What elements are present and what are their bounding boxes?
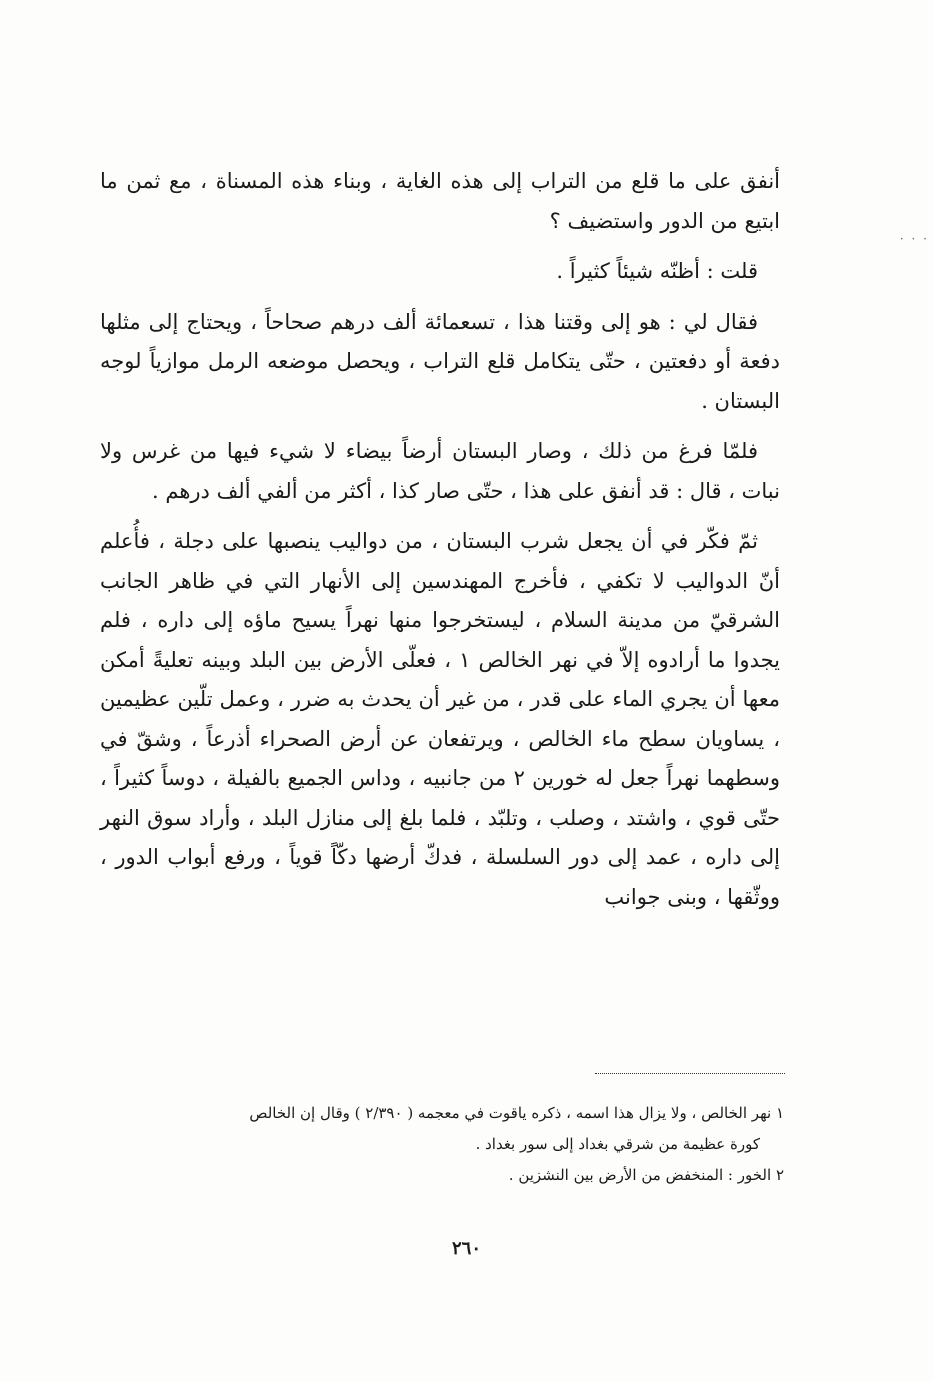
paragraph-3: فقال لي : هو إلى وقتنا هذا ، تسعمائة ألف درهم صحاحاً ، ويحتاج إلى مثلها دفعة أو دفعتين ، حتّى يتكامل قلع التراب ، ويحصل موضعه الرمل موازياً لوجه البستان .: [100, 309, 780, 413]
footnotes: [108, 1099, 784, 1192]
footnote-2: ٢ الخور : المنخفض من الأرض بين النشزين .: [508, 1166, 784, 1184]
paragraph-2: قلت : أظنّه شيئاً كثيراً .: [556, 259, 758, 283]
paragraph-4: فلمّا فرغ من ذلك ، وصار البستان أرضاً بيضاء لا شيء فيها من غرس ولا نبات ، قال : قد أنفق على هذا ، حتّى صار كذا ، أكثر من ألفي ألف درهم .: [100, 439, 780, 503]
footnote-separator: [595, 1073, 785, 1074]
paragraph-1: أنفق على ما قلع من التراب إلى هذه الغاية ، وبناء هذه المسناة ، مع ثمن ما ابتيع من الدور واستضيف ؟: [100, 169, 780, 233]
footnote-1-line-2: كورة عظيمة من شرقي بغداد إلى سور بغداد .: [475, 1135, 760, 1153]
main-text: [100, 162, 780, 928]
paragraph-5: ثمّ فكّر في أن يجعل شرب البستان ، من دواليب ينصبها على دجلة ، فأُعلم أنّ الدواليب لا تكفي ، فأخرج المهندسين إلى الأنهار التي في ظاهر الجانب الشرقيّ من مدينة السلام ، ليستخرجوا منها نهراً يسيح ماؤه إلى داره ، فلم يجدوا ما أرادوه إلاّ في نهر الخالص ١ ، فعلّى الأرض بين البلد وبينه تعليةً أمكن معها أن يجري الماء على قدر ، من غير أن يحدث به ضرر ، وعمل تلّين عظيمين ، يساويان سطح ماء الخالص ، ويرتفعان عن أرض الصحراء أذرعاً ، وشقّ في وسطهما نهراً جعل له خورين ٢ من جانبيه ، وداس الجميع بالفيلة ، دوساً كثيراً ، حتّى قوي ، واشتد ، وصلب ، وتلبّد ، فلما بلغ إلى منازل البلد ، وأراد سوق النهر إلى داره ، عمد إلى دور السلسلة ، فدكّ أرضها دكّاً قوياً ، ورفع أبواب الدور ، ووثّقها ، وبنى جوانب: [100, 529, 780, 909]
page-number: ٢٦٠: [451, 1238, 481, 1259]
footnote-1-line-1: ١ نهر الخالص ، ولا يزال هذا اسمه ، ذكره ياقوت في معجمه ( ٢/٣٩٠ ) وقال إن الخالص: [249, 1104, 784, 1122]
edge-dots: · · ·: [899, 232, 929, 246]
